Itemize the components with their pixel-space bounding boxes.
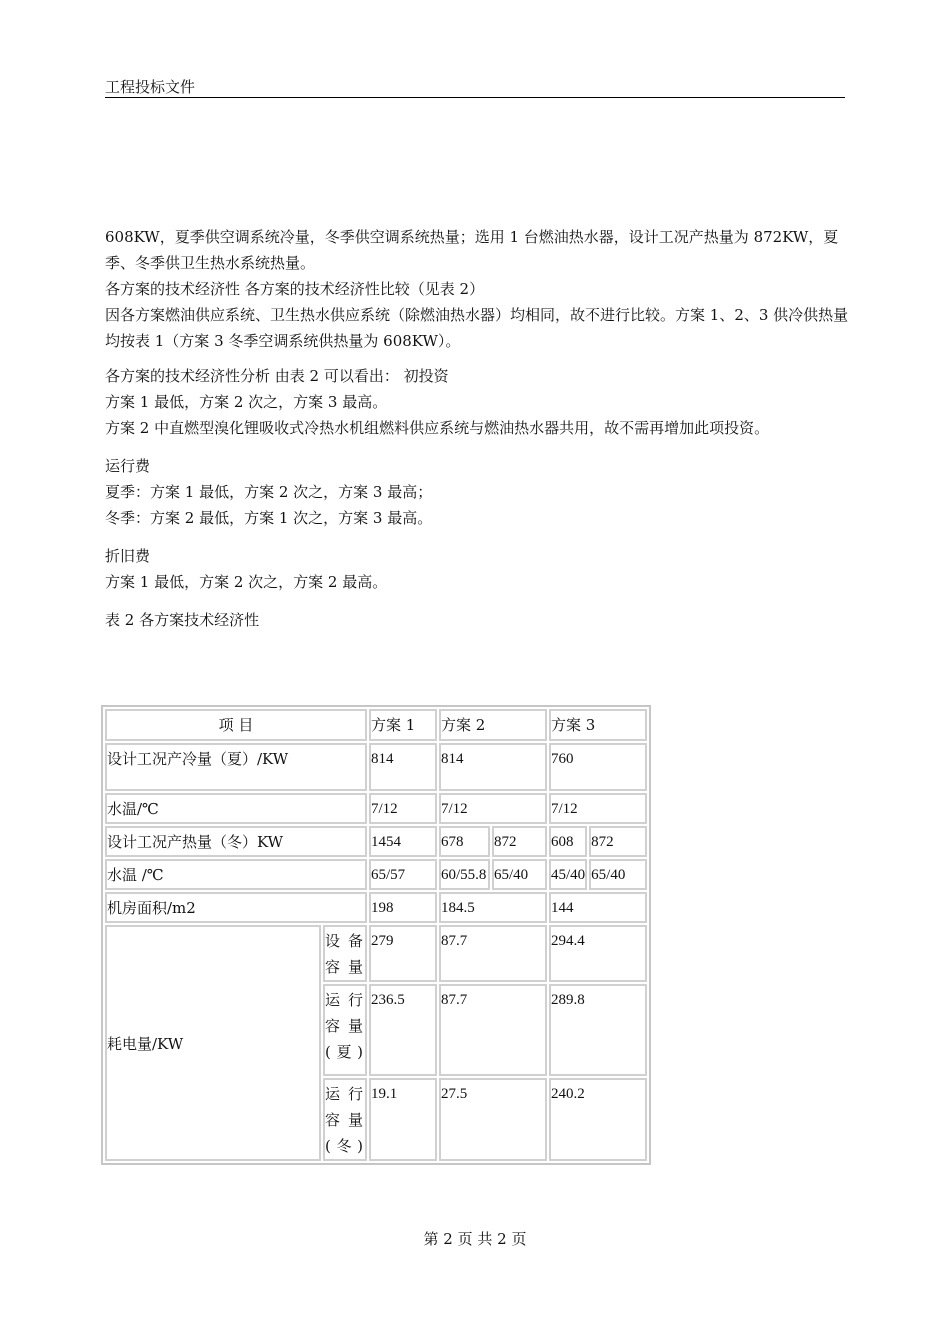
water-temp-winter-scheme-2a: 60/55.8 xyxy=(439,859,490,890)
power-run-winter-scheme-3: 240.2 xyxy=(549,1078,647,1161)
sub-label-run-capacity-summer: 运行容 量(夏) xyxy=(323,984,367,1076)
sub-label-run-capacity-winter: 运 行容 量(冬) xyxy=(323,1078,367,1161)
page-header xyxy=(105,78,845,98)
document-body xyxy=(105,224,850,633)
paragraph-scheme2-fuel: 方案 2 中直燃型溴化锂吸收式冷热水机组燃料供应系统与燃油热水器共用，故不需再增加此项投资。 xyxy=(105,419,770,437)
water-temp-summer-scheme-2: 7/12 xyxy=(439,793,547,824)
water-temp-winter-scheme-3a: 45/40 xyxy=(549,859,587,890)
room-area-scheme-1: 198 xyxy=(369,892,437,923)
table-row-water-temp-summer xyxy=(105,793,647,824)
paragraph-tech-econ-heading: 各方案的技术经济性 各方案的技术经济性比较（见表 2） xyxy=(105,280,485,298)
row-label-room-area: 机房面积/m2 xyxy=(105,892,367,923)
water-temp-winter-scheme-2b: 65/40 xyxy=(492,859,547,890)
table-header-row xyxy=(105,709,647,741)
power-equip-scheme-1: 279 xyxy=(369,925,437,982)
page-footer xyxy=(0,1228,950,1249)
sub-label-equip-capacity: 设 备容量 xyxy=(323,925,367,982)
page-number: 第 2 页 共 2 页 xyxy=(423,1230,527,1248)
cooling-scheme-1: 814 xyxy=(369,743,437,791)
header-item: 项 目 xyxy=(105,709,367,741)
power-equip-scheme-2: 87.7 xyxy=(439,925,547,982)
table-row-room-area xyxy=(105,892,647,923)
paragraph-analysis-heading: 各方案的技术经济性分析 由表 2 可以看出： 初投资 xyxy=(105,367,449,385)
paragraph-scheme-config: 608KW，夏季供空调系统冷量，冬季供空调系统热量；选用 1 台燃油热水器，设计工况产热量为 872KW，夏季、冬季供卫生热水系统热量。 xyxy=(105,228,839,272)
cooling-scheme-2: 814 xyxy=(439,743,547,791)
heating-scheme-3b: 872 xyxy=(589,826,647,857)
row-label-water-temp-summer: 水温/℃ xyxy=(105,793,367,824)
water-temp-winter-scheme-3b: 65/40 xyxy=(589,859,647,890)
row-label-water-temp-winter: 水温 /℃ xyxy=(105,859,367,890)
paragraph-depreciation: 方案 1 最低，方案 2 次之，方案 2 最高。 xyxy=(105,573,388,591)
heating-scheme-2a: 678 xyxy=(439,826,490,857)
comparison-table xyxy=(101,705,651,1165)
paragraph-operating-cost-heading: 运行费 xyxy=(105,457,151,475)
table-row-heating xyxy=(105,826,647,857)
cooling-scheme-3: 760 xyxy=(549,743,647,791)
paragraph-depreciation-heading: 折旧费 xyxy=(105,547,151,565)
paragraph-comparison-basis: 因各方案燃油供应系统、卫生热水供应系统（除燃油热水器）均相同，故不进行比较。方案 1、2、3 供冷供热量均按表 1（方案 3 冬季空调系统供热量为 608KW）。 xyxy=(105,306,849,350)
row-label-cooling: 设计工况产冷量（夏）/KW xyxy=(105,743,367,791)
table-row-cooling xyxy=(105,743,647,791)
header-scheme-2: 方案 2 xyxy=(439,709,547,741)
paragraph-operating-summer: 夏季：方案 1 最低，方案 2 次之，方案 3 最高； xyxy=(105,483,433,501)
row-label-power: 耗电量/KW xyxy=(105,925,321,1161)
power-run-summer-scheme-1: 236.5 xyxy=(369,984,437,1076)
power-run-winter-scheme-1: 19.1 xyxy=(369,1078,437,1161)
row-label-heating: 设计工况产热量（冬）KW xyxy=(105,826,367,857)
comparison-table-wrapper xyxy=(101,705,651,1165)
heating-scheme-1: 1454 xyxy=(369,826,437,857)
paragraph-operating-winter: 冬季：方案 2 最低，方案 1 次之，方案 3 最高。 xyxy=(105,509,433,527)
power-run-winter-scheme-2: 27.5 xyxy=(439,1078,547,1161)
header-scheme-1: 方案 1 xyxy=(369,709,437,741)
paragraph-initial-investment: 方案 1 最低，方案 2 次之，方案 3 最高。 xyxy=(105,393,388,411)
power-run-summer-scheme-2: 87.7 xyxy=(439,984,547,1076)
header-title: 工程投标文件 xyxy=(105,78,196,96)
power-equip-scheme-3: 294.4 xyxy=(549,925,647,982)
table-title: 表 2 各方案技术经济性 xyxy=(105,611,260,629)
room-area-scheme-3: 144 xyxy=(549,892,647,923)
table-row-power-equip xyxy=(105,925,647,982)
heating-scheme-3a: 608 xyxy=(549,826,587,857)
table-row-water-temp-winter xyxy=(105,859,647,890)
header-scheme-3: 方案 3 xyxy=(549,709,647,741)
water-temp-summer-scheme-3: 7/12 xyxy=(549,793,647,824)
water-temp-summer-scheme-1: 7/12 xyxy=(369,793,437,824)
power-run-summer-scheme-3: 289.8 xyxy=(549,984,647,1076)
water-temp-winter-scheme-1: 65/57 xyxy=(369,859,437,890)
room-area-scheme-2: 184.5 xyxy=(439,892,547,923)
heating-scheme-2b: 872 xyxy=(492,826,547,857)
